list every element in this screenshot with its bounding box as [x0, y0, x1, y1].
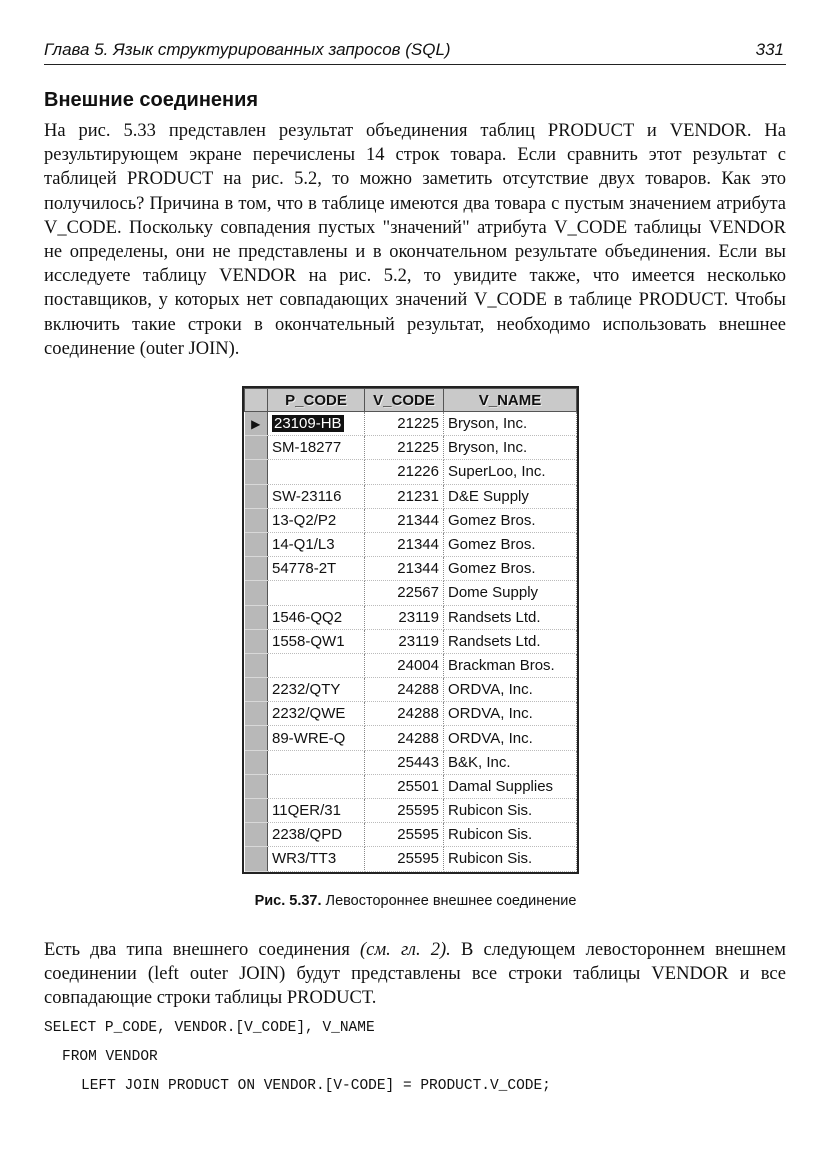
row-selector-header[interactable] [245, 389, 268, 412]
cell-v-name[interactable]: Bryson, Inc. [444, 412, 577, 436]
cell-v-name[interactable]: Gomez Bros. [444, 532, 577, 556]
cell-p-code[interactable]: SM-18277 [268, 436, 365, 460]
figure-caption [0, 893, 831, 909]
paragraph2-after: В следующем левостороннем внешнем соединении (left outer JOIN) будут представлены все строки таблицы VENDOR и все совпадающие строки таблицы PRODUCT. [44, 940, 786, 1009]
body-paragraph-1: На рис. 5.33 представлен результат объединения таблиц PRODUCT и VENDOR. На результирующем экране перечислены 14 строк товара. Если сравнить этот результат с таблицей PRODUCT на рис. 5.2, то можно заметить отсутствие двух товаров. Как это получилось? Причина в том, что в таблице имеются два товара с пустым значением атрибута V_CODE. Поскольку совпадения пустых "значений" атрибута V_CODE таблицы VENDOR не определены, они не представлены и в окончательном результате объединения. Если вы исследуете таблицу VENDOR на рис. 5.2, то увидите также, что имеется несколько поставщиков, у которых нет совпадающих значений V_CODE в таблице PRODUCT. Чтобы включить такие строки в окончательный результат, необходимо использовать внешнее соединение (outer JOIN). [44, 121, 786, 359]
table-row[interactable] [245, 412, 577, 436]
sql-code-line-3: LEFT JOIN PRODUCT ON VENDOR.[V-CODE] = PRODUCT.V_CODE; [81, 1078, 551, 1094]
table-row[interactable] [245, 581, 577, 605]
row-selector[interactable] [245, 750, 268, 774]
cell-v-code[interactable]: 21226 [365, 460, 444, 484]
row-selector[interactable] [245, 726, 268, 750]
cell-v-name[interactable]: Randsets Ltd. [444, 629, 577, 653]
row-selector[interactable] [245, 799, 268, 823]
cell-v-name[interactable]: Rubicon Sis. [444, 847, 577, 871]
cell-p-code[interactable] [268, 774, 365, 798]
cell-v-name[interactable]: SuperLoo, Inc. [444, 460, 577, 484]
current-row-selector[interactable] [245, 412, 268, 436]
current-row-arrow-icon: ▶ [251, 416, 261, 431]
cell-v-code[interactable]: 25595 [365, 847, 444, 871]
cell-v-name[interactable]: ORDVA, Inc. [444, 726, 577, 750]
cell-v-code[interactable]: 25443 [365, 750, 444, 774]
table-row[interactable] [245, 678, 577, 702]
table-row[interactable] [245, 823, 577, 847]
cell-v-code[interactable]: 21225 [365, 412, 444, 436]
row-selector[interactable] [245, 678, 268, 702]
cell-v-code[interactable]: 21231 [365, 484, 444, 508]
cell-p-code[interactable]: 1546-QQ2 [268, 605, 365, 629]
table-row[interactable] [245, 436, 577, 460]
table-row[interactable] [245, 605, 577, 629]
row-selector[interactable] [245, 847, 268, 871]
cell-p-code[interactable]: 2232/QTY [268, 678, 365, 702]
table-row[interactable] [245, 774, 577, 798]
cell-v-code[interactable]: 22567 [365, 581, 444, 605]
row-selector[interactable] [245, 532, 268, 556]
table-row[interactable] [245, 847, 577, 871]
cell-p-code[interactable] [268, 750, 365, 774]
cell-v-name[interactable]: Dome Supply [444, 581, 577, 605]
section-title: Внешние соединения [44, 89, 259, 111]
table-row[interactable] [245, 557, 577, 581]
table-row[interactable] [245, 653, 577, 677]
cell-v-name[interactable]: ORDVA, Inc. [444, 678, 577, 702]
row-selector[interactable] [245, 508, 268, 532]
figure-label: Рис. 5.37. [254, 893, 322, 909]
cell-v-name[interactable]: Gomez Bros. [444, 557, 577, 581]
cell-v-name[interactable]: ORDVA, Inc. [444, 702, 577, 726]
row-selector[interactable] [245, 653, 268, 677]
row-selector[interactable] [245, 436, 268, 460]
figure-caption-text: Левостороннее внешнее соединение [321, 893, 577, 909]
cell-v-code[interactable]: 25595 [365, 823, 444, 847]
cell-v-code[interactable]: 21344 [365, 532, 444, 556]
row-selector[interactable] [245, 774, 268, 798]
page-header [44, 38, 786, 65]
cell-v-name[interactable]: Rubicon Sis. [444, 823, 577, 847]
cell-p-code[interactable]: 2238/QPD [268, 823, 365, 847]
chapter-title: Глава 5. Язык структурированных запросов (SQL) [44, 40, 451, 59]
cell-v-name[interactable]: Brackman Bros. [444, 653, 577, 677]
table-row[interactable] [245, 799, 577, 823]
cell-v-code[interactable]: 24288 [365, 702, 444, 726]
cell-v-code[interactable]: 25501 [365, 774, 444, 798]
cell-p-code[interactable]: 89-WRE-Q [268, 726, 365, 750]
cell-v-code[interactable]: 21225 [365, 436, 444, 460]
cell-p-code[interactable] [268, 460, 365, 484]
selected-cell-text: 23109-HB [274, 415, 342, 433]
page-number: 331 [755, 40, 784, 59]
row-selector[interactable] [245, 581, 268, 605]
cell-p-code[interactable]: 1558-QW1 [268, 629, 365, 653]
row-selector[interactable] [245, 484, 268, 508]
cell-v-code[interactable]: 24288 [365, 678, 444, 702]
sql-code-line-1: SELECT P_CODE, VENDOR.[V_CODE], V_NAME [44, 1020, 375, 1036]
cell-v-name[interactable]: Gomez Bros. [444, 508, 577, 532]
cell-v-code[interactable]: 23119 [365, 629, 444, 653]
table-row[interactable] [245, 750, 577, 774]
cell-p-code[interactable] [268, 581, 365, 605]
table-row[interactable] [245, 508, 577, 532]
column-header-v-code[interactable]: V_CODE [365, 389, 444, 412]
row-selector[interactable] [245, 460, 268, 484]
cell-p-code[interactable]: 54778-2T [268, 557, 365, 581]
table-body [245, 412, 577, 872]
cell-v-code[interactable]: 24288 [365, 726, 444, 750]
cell-p-code[interactable]: 13-Q2/P2 [268, 508, 365, 532]
row-selector[interactable] [245, 702, 268, 726]
cell-v-code[interactable]: 21344 [365, 557, 444, 581]
table-row[interactable] [245, 629, 577, 653]
table-row[interactable] [245, 532, 577, 556]
column-header-p-code[interactable]: P_CODE [268, 389, 365, 412]
row-selector[interactable] [245, 629, 268, 653]
cell-v-code[interactable]: 24004 [365, 653, 444, 677]
cell-v-code[interactable]: 25595 [365, 799, 444, 823]
table-header-row [245, 389, 577, 412]
cell-p-code[interactable]: 14-Q1/L3 [268, 532, 365, 556]
row-selector[interactable] [245, 605, 268, 629]
sql-code-line-2: FROM VENDOR [62, 1049, 158, 1065]
cell-v-name[interactable]: Rubicon Sis. [444, 799, 577, 823]
result-table [244, 388, 577, 872]
table-row[interactable] [245, 702, 577, 726]
cell-p-code[interactable]: 11QER/31 [268, 799, 365, 823]
cell-v-name[interactable]: B&K, Inc. [444, 750, 577, 774]
cell-v-name[interactable]: Randsets Ltd. [444, 605, 577, 629]
cell-p-code[interactable] [268, 653, 365, 677]
column-header-v-name[interactable]: V_NAME [444, 389, 577, 412]
cell-v-code[interactable]: 23119 [365, 605, 444, 629]
cell-p-code[interactable]: SW-23116 [268, 484, 365, 508]
body-paragraph-2 [44, 938, 786, 1011]
table-row[interactable] [245, 460, 577, 484]
cell-v-name[interactable]: Damal Supplies [444, 774, 577, 798]
row-selector[interactable] [245, 557, 268, 581]
row-selector[interactable] [245, 823, 268, 847]
cell-p-code[interactable]: 2232/QWE [268, 702, 365, 726]
paragraph2-before: Есть два типа внешнего соединения [44, 940, 360, 960]
cell-p-code[interactable]: WR3/TT3 [268, 847, 365, 871]
query-result-grid [242, 386, 579, 874]
paragraph2-emphasis: (см. гл. 2). [359, 940, 451, 960]
cell-p-code[interactable] [268, 412, 365, 436]
table-row[interactable] [245, 726, 577, 750]
cell-v-code[interactable]: 21344 [365, 508, 444, 532]
cell-v-name[interactable]: D&E Supply [444, 484, 577, 508]
cell-v-name[interactable]: Bryson, Inc. [444, 436, 577, 460]
table-row[interactable] [245, 484, 577, 508]
